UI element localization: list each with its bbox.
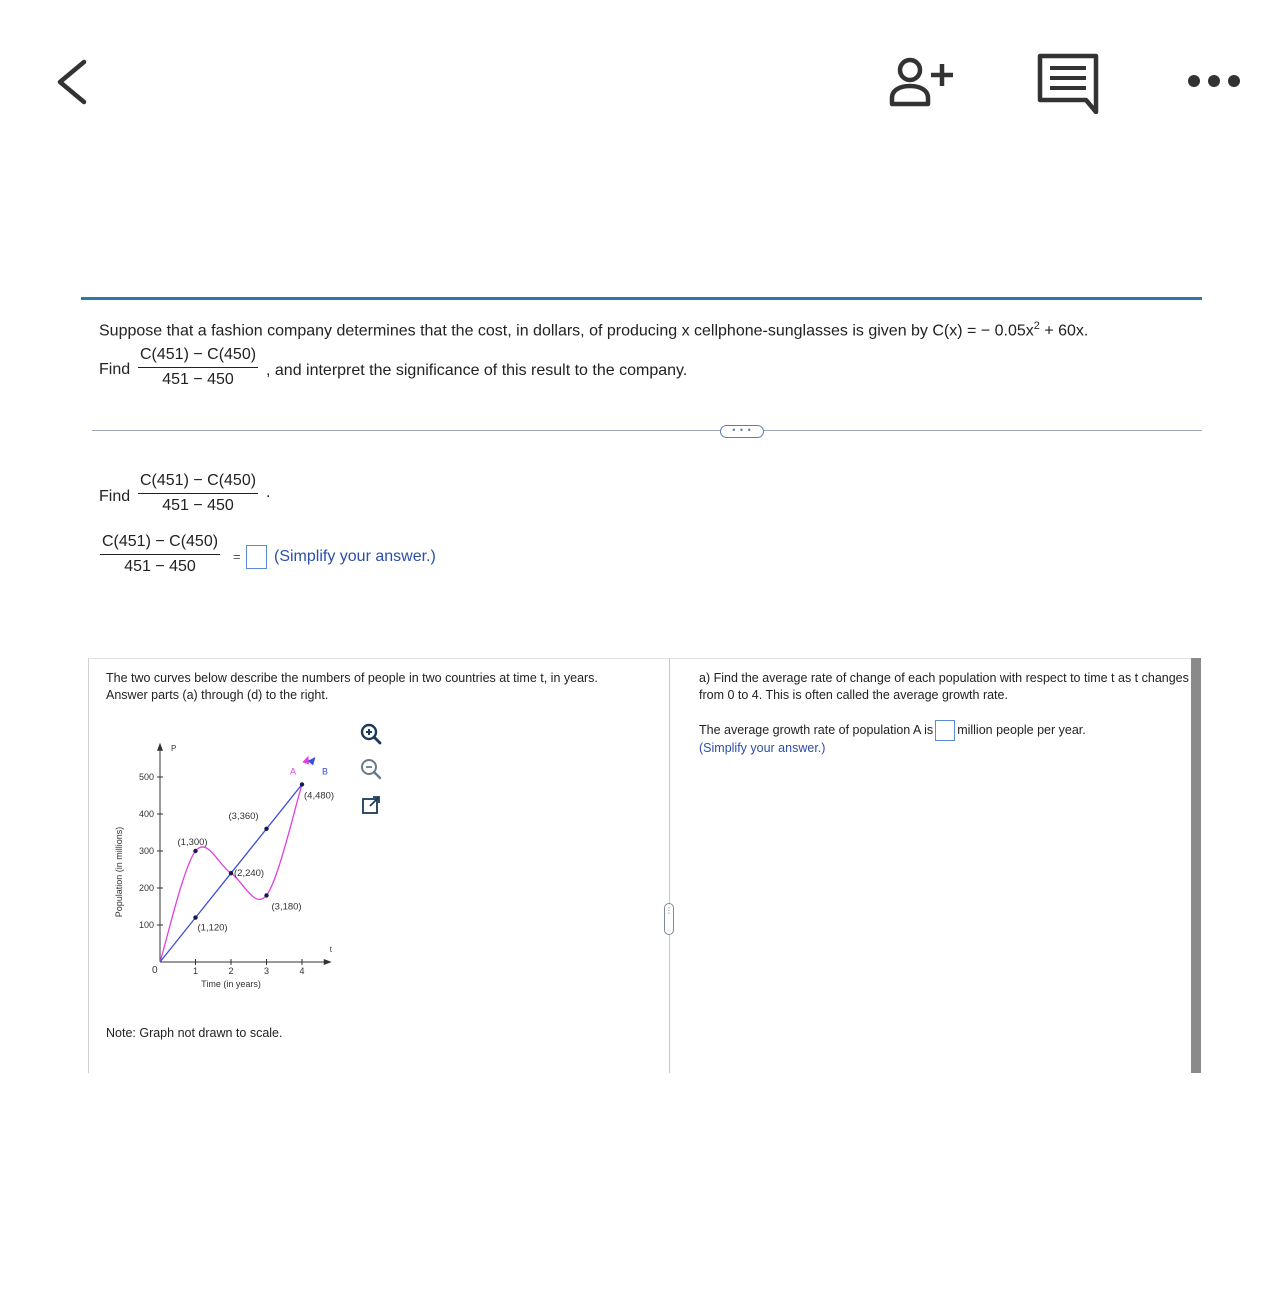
population-intro: The two curves below describe the numbers of people in two countries at time t, in years. Answer parts (a) through (d) to the right. <box>106 671 598 702</box>
add-person-icon[interactable] <box>888 56 960 108</box>
series-b-arrow <box>308 755 319 766</box>
y-tick-label: 500 <box>138 772 154 782</box>
series-a-name: A <box>290 766 297 777</box>
y-tick-label: 200 <box>138 883 154 893</box>
more-options-icon[interactable] <box>1186 70 1242 92</box>
answer-line <box>699 720 1086 741</box>
x-tick-label: 3 <box>263 966 270 976</box>
panel-left-rule <box>88 658 89 1073</box>
zoom-out-icon[interactable] <box>358 756 384 782</box>
question-fraction <box>138 346 258 389</box>
section-divider <box>92 430 1202 431</box>
point-label: (4,480) <box>304 790 335 802</box>
x-tick-label: 1 <box>192 966 199 976</box>
point-label: (3,180) <box>271 901 302 913</box>
part-fraction <box>138 472 258 515</box>
y-tick-label: 300 <box>138 846 154 856</box>
x-axis-arrow <box>324 959 332 965</box>
origin-label: 0 <box>152 965 158 976</box>
question-text: Suppose that a fashion company determines that the cost, in dollars, of producing x cellphone-sunglasses is given by C(x) = − $0.05x^2 + 60x$. <box>99 320 1089 340</box>
x-tick-label: 2 <box>228 966 234 976</box>
answer-input[interactable] <box>246 545 267 569</box>
data-point <box>264 893 268 897</box>
point-label: (3,360) <box>228 810 259 822</box>
question-find-tail: , and interpret the significance of this result to the company. <box>266 362 688 379</box>
population-chart <box>100 715 390 1005</box>
x-tick-label: 4 <box>299 966 305 976</box>
graph-note: Note: Graph not drawn to scale. <box>106 1026 283 1040</box>
point-label: (1,120) <box>197 922 228 934</box>
panel-resize-handle[interactable]: ⋮ <box>664 903 674 935</box>
expand-question-button[interactable]: • • • <box>720 425 764 438</box>
fraction-numerator: C(451) − C(450) <box>138 346 258 368</box>
equals-sign: = <box>233 549 241 564</box>
point-label: (2,240) <box>234 868 265 880</box>
x-axis-label: Time (in years) <box>201 979 261 989</box>
data-point <box>264 827 268 831</box>
period: . <box>266 484 271 501</box>
y-tick-label: 400 <box>138 809 154 819</box>
back-chevron-icon[interactable] <box>50 56 100 108</box>
panel-top-rule <box>90 658 1200 659</box>
simplify-hint: (Simplify your answer.) <box>274 548 436 565</box>
x-axis-letter: t <box>329 945 332 954</box>
scrollbar[interactable] <box>1191 658 1201 1073</box>
panel-divider <box>669 658 670 1073</box>
find-label: Find <box>99 488 131 505</box>
point-label: (1,300) <box>177 837 208 848</box>
answer-prefix: The average growth rate of population A is <box>699 723 934 737</box>
data-point <box>193 915 197 919</box>
answer-fraction <box>100 533 220 576</box>
y-axis-arrow <box>157 743 163 751</box>
y-tick-label: 100 <box>138 920 154 930</box>
question-a: a) Find the average rate of change of each population with respect to time t as t changes from 0 to 4. This is often called the average growth rate. <box>699 671 1189 702</box>
comment-icon[interactable] <box>1036 52 1100 114</box>
data-point <box>300 782 304 786</box>
series-b-name: B <box>322 766 329 777</box>
find-label: Find <box>99 361 131 378</box>
zoom-in-icon[interactable] <box>358 721 384 747</box>
y-axis-label: Population (in millions) <box>114 826 124 918</box>
popout-icon[interactable] <box>358 792 384 818</box>
fraction-denominator: 451 − 450 <box>162 371 234 388</box>
fraction-denominator: 451 − 450 <box>124 558 196 575</box>
fraction-numerator: C(451) − C(450) <box>138 472 258 494</box>
y-axis-letter: P <box>171 743 177 753</box>
question-top-rule <box>81 297 1202 300</box>
fraction-numerator: C(451) − C(450) <box>100 533 220 555</box>
data-point <box>193 849 197 853</box>
data-point <box>229 871 233 875</box>
simplify-hint: (Simplify your answer.) <box>699 741 826 755</box>
answer-suffix: million people per year. <box>957 723 1086 737</box>
fraction-denominator: 451 − 450 <box>162 497 234 514</box>
growth-rate-input[interactable] <box>935 720 955 741</box>
